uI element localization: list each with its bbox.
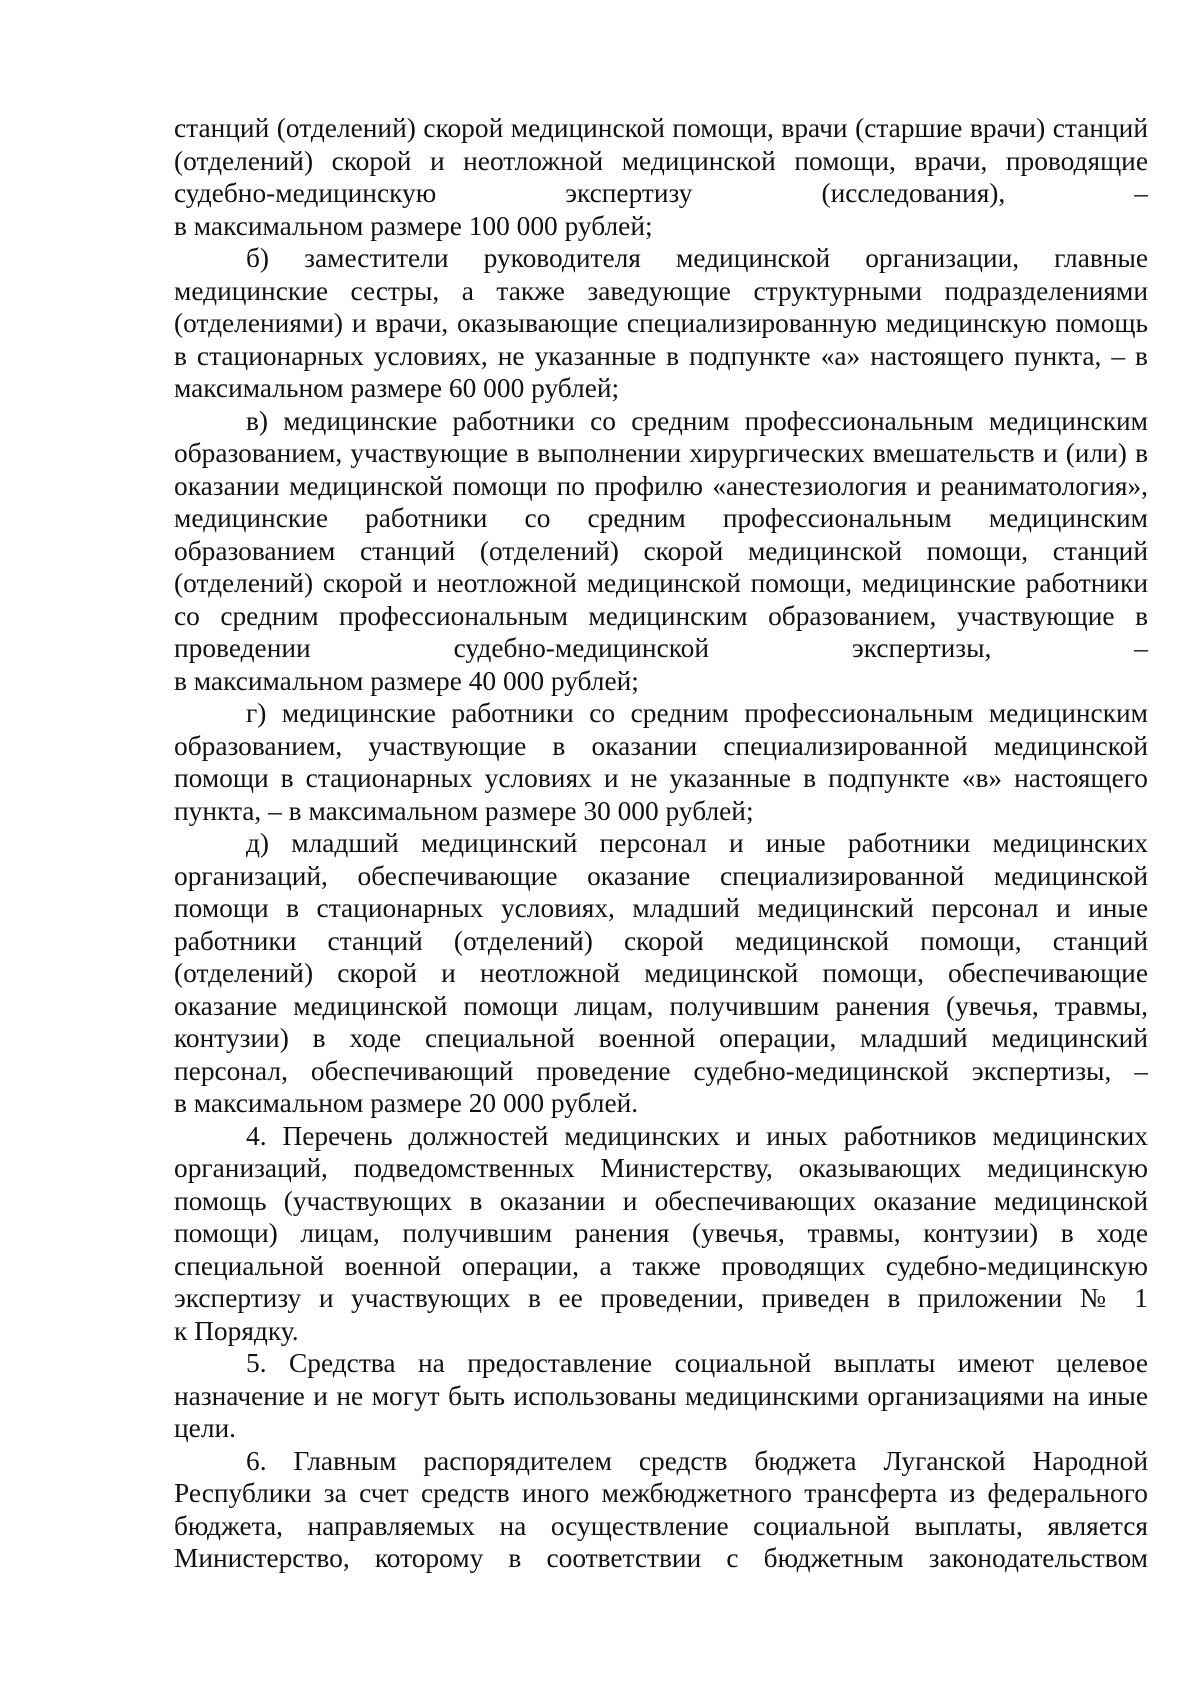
paragraph-cont-part-1: станций (отделений) скорой медицинской помощи, врачи (старшие врачи) станций (отделений) скорой и неотложной медицинской помощи, врачи, проводящие судебно-медицинскую экспертизу (исследования), –	[174, 113, 1148, 208]
paragraph-p4-part-2: к Порядку.	[174, 1315, 299, 1346]
paragraph-d-part-1: д) младший медицинский персонал и иные работники медицинских организаций, обеспечивающие оказание специализированной медицинской помощи в стационарных условиях, младший медицинский персонал и иные работники станций (отделений) скорой медицинской помощи, станций (отделений) скорой и неотложной медицинской помощи, обеспечивающие оказание медицинской помощи лицам, получившим ранения (увечья, травмы, контузии) в ходе специальной военной операции, младший медицинский персонал, обеспечивающий проведение судебно-медицинской экспертизы, –	[174, 828, 1148, 1086]
paragraph-p4-part-1: 4. Перечень должностей медицинских и иных работников медицинских организаций, подведомственных Министерству, оказывающих медицинскую помощь (участвующих в оказании и обеспечивающих оказание медицинской помощи) лицам, получившим ранения (увечья, травмы, контузии) в ходе специальной военной операции, а также проводящих судебно-медицинскую экспертизу и участвующих в ее проведении, приведен в приложении № 1	[174, 1120, 1148, 1313]
paragraph-v-part-2: в максимальном размере 40 000 рублей;	[174, 665, 639, 696]
document-page	[174, 112, 1148, 1575]
paragraph-p6: 6. Главным распорядителем средств бюджета Луганской Народной Республики за счет средств иного межбюджетного трансферта из федерального бюджета, направляемых на осуществление социальной выплаты, является Министерство, которому в соответствии с бюджетным законодательством	[174, 1445, 1148, 1573]
paragraph-p5: 5. Средства на предоставление социальной выплаты имеют целевое назначение и не могут быть использованы медицинскими организациями на иные цели.	[174, 1348, 1148, 1443]
paragraph-cont-part-2: в максимальном размере 100 000 рублей;	[174, 210, 653, 241]
paragraph-g: г) медицинские работники со средним профессиональным медицинским образованием, участвующие в оказании специализированной медицинской помощи в стационарных условиях и не указанные в подпункте «в» настоящего пункта, – в максимальном размере 30 000 рублей;	[174, 698, 1148, 826]
paragraph-d-part-2: в максимальном размере 20 000 рублей.	[174, 1088, 639, 1118]
paragraph-v-part-1: в) медицинские работники со средним профессиональным медицинским образованием, участвующие в выполнении хирургических вмешательств и (или) в оказании медицинской помощи по профилю «анестезиология и реаниматология», медицинские работники со средним профессиональным медицинским образованием станций (отделений) скорой медицинской помощи, станций (отделений) скорой и неотложной медицинской помощи, медицинские работники со средним профессиональным медицинским образованием, участвующие в проведении судебно-медицинской экспертизы, –	[174, 405, 1148, 663]
paragraph-b: б) заместители руководителя медицинской организации, главные медицинские сестры, а также заведующие структурными подразделениями (отделениями) и врачи, оказывающие специализированную медицинскую помощь в стационарных условиях, не указанные в подпункте «а» настоящего пункта, – в максимальном размере 60 000 рублей;	[174, 243, 1148, 403]
